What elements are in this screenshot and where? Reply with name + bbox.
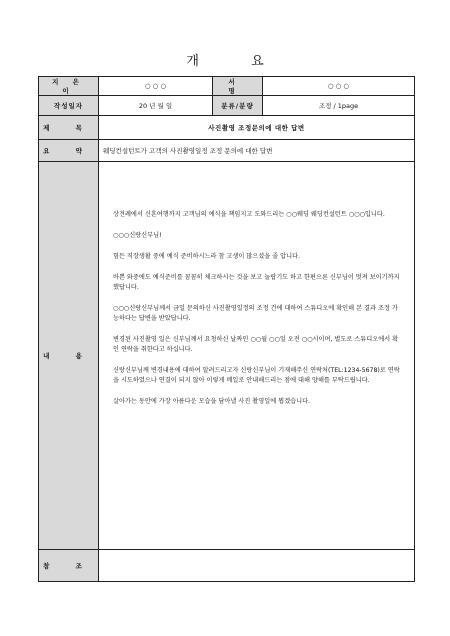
content-paragraph: 바쁜 와중에도 예식준비를 꼼꼼히 체크하시는 것을 보고 놀랍기도 하고 한편으론 신부님이 멋져 보이기까지 했답니다. [113, 274, 400, 291]
signature-label: 서 명 [213, 77, 263, 96]
category-value: 조정 / 1page [263, 96, 415, 116]
subject-label: 제 목 [39, 116, 99, 140]
content-paragraph: 변경된 사진촬영 일은 신부님께서 요청하신 날짜인 ○○월 ○○일 오전 ○○시이며, 별도로 스튜디오에서 확인 연락을 취한다고 하십니다. [113, 336, 399, 353]
author-value: ○ ○ ○ [99, 77, 213, 96]
summary-form [38, 76, 415, 582]
document-title: 개 요 [186, 54, 288, 69]
content-paragraph: ○○○신랑신부님! [113, 232, 162, 239]
content-body [99, 162, 415, 550]
summary-value: 웨딩컨설턴트가 고객의 사진촬영일정 조정 문의에 대한 답변 [99, 140, 415, 162]
subject-value: 사진촬영 조정문의에 대한 답변 [99, 116, 415, 140]
category-label: 분류/분량 [213, 96, 263, 116]
content-paragraph: 힘든 직장생활 중에 예식 준비하시느라 참 고생이 많으셨을 줄 압니다. [113, 253, 301, 260]
date-label: 작성일자 [39, 96, 99, 116]
content-paragraph: 살아가는 동안에 가장 아름다운 모습을 담아낼 사진 촬영일에 뵙겠습니다. [113, 398, 311, 405]
content-paragraph: 신랑신부님께 변경내용에 대하여 알려드리고자 신랑신부님이 기재해주신 연락처(TEL:1234-5678)로 연락을 시도하였으나 연결이 되지 않아 이렇게 메일로 안내해드리는 점에 대해 양해를 부탁드립니다. [113, 367, 400, 384]
author-label: 지 은 이 [39, 77, 99, 96]
date-value: 20 년 월 일 [99, 96, 213, 116]
content-paragraph: 상견례에서 신혼여행까지 고객님의 예식을 책임지고 도와드리는 ○○웨딩 웨딩컨설턴트 ○○○입니다. [113, 211, 385, 218]
signature-value: ○ ○ ○ [263, 77, 415, 96]
reference-value [99, 550, 415, 582]
reference-label: 참 조 [39, 550, 99, 582]
content-label: 내 용 [39, 162, 99, 550]
summary-label: 요 약 [39, 140, 99, 162]
content-paragraph: ○○○신랑신부님께서 금일 문의하신 사진촬영일정의 조정 건에 대하여 스튜디오에 확인해 본 결과 조정 가능하다는 답변을 받았답니다. [113, 305, 398, 322]
